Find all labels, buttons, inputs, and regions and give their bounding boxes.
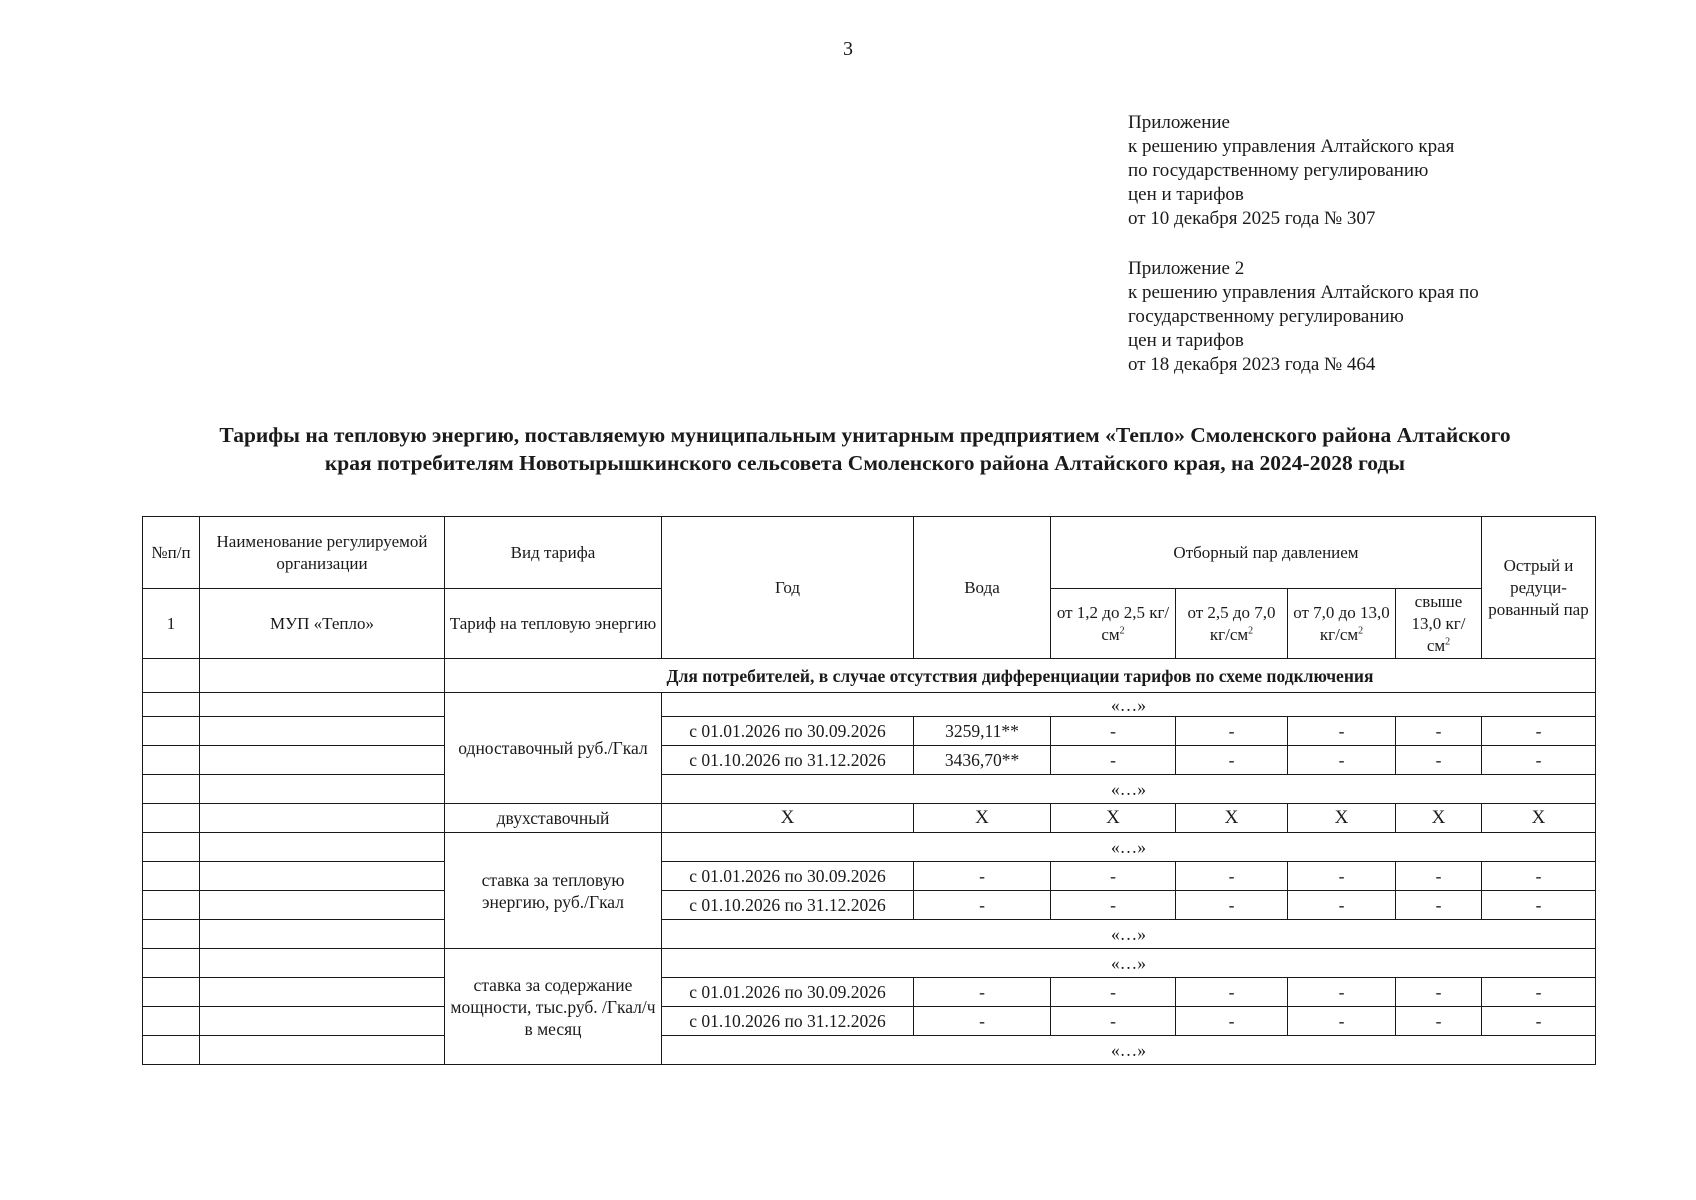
dash-cell: - bbox=[1396, 717, 1482, 746]
header-tariff-type: Вид тарифа bbox=[445, 517, 662, 589]
dash-cell: - bbox=[914, 1007, 1051, 1036]
table-row bbox=[143, 1007, 1596, 1036]
empty-cell bbox=[200, 920, 445, 949]
empty-cell bbox=[143, 693, 200, 717]
page-number: 3 bbox=[843, 38, 853, 60]
dash-cell: - bbox=[1176, 862, 1288, 891]
empty-cell bbox=[143, 891, 200, 920]
header-num: №п/п bbox=[143, 517, 200, 589]
empty-cell bbox=[143, 833, 200, 862]
header-steam-range-unit-power: 2 bbox=[1358, 624, 1364, 636]
empty-cell bbox=[143, 862, 200, 891]
section-row bbox=[143, 659, 1596, 693]
empty-cell bbox=[200, 978, 445, 1007]
table-row bbox=[143, 949, 1596, 978]
document-title-line: края потребителям Новотырышкинского сельсовета Смоленского района Алтайского края, на 2024-2028 годы bbox=[324, 451, 1406, 475]
dash-cell: - bbox=[1482, 1007, 1596, 1036]
empty-cell bbox=[200, 717, 445, 746]
header-steam-range-unit-power: 2 bbox=[1445, 635, 1451, 647]
dash-cell: - bbox=[1176, 1007, 1288, 1036]
x-mark-cell: Х bbox=[1482, 804, 1596, 833]
appendix-line: по государственному регулированию bbox=[1128, 160, 1429, 181]
header-steam-range bbox=[1288, 589, 1396, 659]
dash-cell: - bbox=[1288, 717, 1396, 746]
x-mark-cell: Х bbox=[1396, 804, 1482, 833]
empty-cell bbox=[143, 659, 200, 693]
table-header-row bbox=[143, 517, 1596, 589]
appendix-line: Приложение bbox=[1128, 112, 1230, 133]
dash-cell: - bbox=[1051, 717, 1176, 746]
dash-cell: - bbox=[1051, 891, 1176, 920]
empty-cell bbox=[200, 949, 445, 978]
appendix-line: Приложение 2 bbox=[1128, 258, 1245, 279]
header-steam-range bbox=[1051, 589, 1176, 659]
period-cell: с 01.01.2026 по 30.09.2026 bbox=[662, 717, 914, 746]
dash-cell: - bbox=[1482, 746, 1596, 775]
period-cell: с 01.10.2026 по 31.12.2026 bbox=[662, 891, 914, 920]
x-mark-cell: Х bbox=[914, 804, 1051, 833]
table-row bbox=[143, 891, 1596, 920]
empty-cell bbox=[200, 693, 445, 717]
dash-cell: - bbox=[914, 862, 1051, 891]
water-value: 3259,11** bbox=[914, 717, 1051, 746]
period-cell: с 01.10.2026 по 31.12.2026 bbox=[662, 1007, 914, 1036]
period-cell: с 01.01.2026 по 30.09.2026 bbox=[662, 978, 914, 1007]
appendix-current-block bbox=[1128, 111, 1454, 231]
header-steam-range-text: от 1,2 до 2,5 кг/см bbox=[1056, 602, 1170, 644]
dash-cell: - bbox=[1176, 717, 1288, 746]
dash-cell: - bbox=[914, 891, 1051, 920]
empty-cell bbox=[200, 891, 445, 920]
dash-cell: - bbox=[1051, 746, 1176, 775]
document-title bbox=[130, 421, 1600, 477]
appendix-line: от 10 декабря 2025 года № 307 bbox=[1128, 208, 1376, 229]
tariff-table bbox=[142, 516, 1596, 1065]
dash-cell: - bbox=[1396, 1007, 1482, 1036]
document-title-line: Тарифы на тепловую энергию, поставляемую муниципальным унитарным предприятием «Тепло» Смоленского района Алтайского bbox=[219, 423, 1511, 447]
ellipsis-cell: «…» bbox=[662, 1036, 1596, 1065]
dash-cell: - bbox=[914, 978, 1051, 1007]
appendix-line: к решению управления Алтайского края по bbox=[1128, 282, 1479, 303]
empty-cell bbox=[143, 804, 200, 833]
ellipsis-cell: «…» bbox=[662, 775, 1596, 804]
header-steam-range-text: от 2,5 до 7,0 кг/см bbox=[1187, 602, 1276, 644]
ellipsis-cell: «…» bbox=[662, 920, 1596, 949]
x-mark-cell: Х bbox=[1051, 804, 1176, 833]
empty-cell bbox=[143, 978, 200, 1007]
table-row bbox=[143, 920, 1596, 949]
dash-cell: - bbox=[1288, 862, 1396, 891]
table-row bbox=[143, 746, 1596, 775]
dash-cell: - bbox=[1482, 717, 1596, 746]
table-row bbox=[143, 978, 1596, 1007]
appendix-line: цен и тарифов bbox=[1128, 184, 1244, 205]
appendix-line: цен и тарифов bbox=[1128, 330, 1244, 351]
dash-cell: - bbox=[1051, 978, 1176, 1007]
empty-cell bbox=[200, 746, 445, 775]
appendix-line: государственному регулированию bbox=[1128, 306, 1404, 327]
table-row bbox=[143, 862, 1596, 891]
dash-cell: - bbox=[1051, 1007, 1176, 1036]
capacity-rate-label: ставка за содержание мощности, тыс.руб. /Гкал/ч в месяц bbox=[445, 949, 662, 1065]
dash-cell: - bbox=[1396, 978, 1482, 1007]
table-row bbox=[143, 833, 1596, 862]
empty-cell bbox=[143, 717, 200, 746]
empty-cell bbox=[200, 1036, 445, 1065]
dash-cell: - bbox=[1176, 746, 1288, 775]
x-mark-cell: Х bbox=[1288, 804, 1396, 833]
dash-cell: - bbox=[1288, 746, 1396, 775]
dash-cell: - bbox=[1396, 746, 1482, 775]
table-row bbox=[143, 1036, 1596, 1065]
appendix-line: к решению управления Алтайского края bbox=[1128, 136, 1455, 157]
ellipsis-cell: «…» bbox=[662, 833, 1596, 862]
header-steam-range-unit-power: 2 bbox=[1119, 624, 1125, 636]
x-mark-cell: Х bbox=[1176, 804, 1288, 833]
empty-cell bbox=[200, 775, 445, 804]
water-value: 3436,70** bbox=[914, 746, 1051, 775]
header-steam-range-text: от 7,0 до 13,0 кг/см bbox=[1293, 602, 1390, 644]
empty-cell bbox=[143, 949, 200, 978]
two-rate-label: двухставочный bbox=[445, 804, 662, 833]
dash-cell: - bbox=[1176, 978, 1288, 1007]
dash-cell: - bbox=[1288, 891, 1396, 920]
empty-cell bbox=[143, 920, 200, 949]
dash-cell: - bbox=[1051, 862, 1176, 891]
dash-cell: - bbox=[1482, 978, 1596, 1007]
header-steam-range-unit-power: 2 bbox=[1248, 624, 1254, 636]
appendix-line: от 18 декабря 2023 года № 464 bbox=[1128, 354, 1376, 375]
period-cell: с 01.01.2026 по 30.09.2026 bbox=[662, 862, 914, 891]
header-water: Вода bbox=[914, 517, 1051, 659]
header-steam-range-text: свыше 13,0 кг/см bbox=[1411, 591, 1466, 655]
empty-cell bbox=[143, 1036, 200, 1065]
empty-cell bbox=[200, 833, 445, 862]
header-steam: Отборный пар давлением bbox=[1051, 517, 1482, 589]
x-mark-cell: Х bbox=[662, 804, 914, 833]
empty-cell bbox=[200, 1007, 445, 1036]
header-year: Год bbox=[662, 517, 914, 659]
single-rate-label: одноставочный руб./Гкал bbox=[445, 693, 662, 804]
ellipsis-cell: «…» bbox=[662, 949, 1596, 978]
dash-cell: - bbox=[1288, 1007, 1396, 1036]
empty-cell bbox=[200, 862, 445, 891]
header-org: Наименование регулируемой организации bbox=[200, 517, 445, 589]
header-steam-range bbox=[1396, 589, 1482, 659]
dash-cell: - bbox=[1396, 862, 1482, 891]
table-row bbox=[143, 717, 1596, 746]
header-steam-range bbox=[1176, 589, 1288, 659]
period-cell: с 01.10.2026 по 31.12.2026 bbox=[662, 746, 914, 775]
table-row bbox=[143, 693, 1596, 717]
table-row bbox=[143, 804, 1596, 833]
empty-cell bbox=[200, 804, 445, 833]
header-sharp-steam: Острый и редуци-рованный пар bbox=[1482, 517, 1596, 659]
appendix-original-block bbox=[1128, 257, 1479, 377]
empty-cell bbox=[143, 775, 200, 804]
dash-cell: - bbox=[1176, 891, 1288, 920]
section-title: Для потребителей, в случае отсутствия дифференциации тарифов по схеме подключения bbox=[445, 659, 1596, 693]
org-tariff-type: Тариф на тепловую энергию bbox=[445, 589, 662, 659]
heat-rate-label: ставка за тепловую энергию, руб./Гкал bbox=[445, 833, 662, 949]
dash-cell: - bbox=[1396, 891, 1482, 920]
table-row bbox=[143, 775, 1596, 804]
org-num: 1 bbox=[143, 589, 200, 659]
empty-cell bbox=[143, 746, 200, 775]
ellipsis-cell: «…» bbox=[662, 693, 1596, 717]
dash-cell: - bbox=[1482, 862, 1596, 891]
empty-cell bbox=[143, 1007, 200, 1036]
org-name: МУП «Тепло» bbox=[200, 589, 445, 659]
dash-cell: - bbox=[1482, 891, 1596, 920]
dash-cell: - bbox=[1288, 978, 1396, 1007]
empty-cell bbox=[200, 659, 445, 693]
